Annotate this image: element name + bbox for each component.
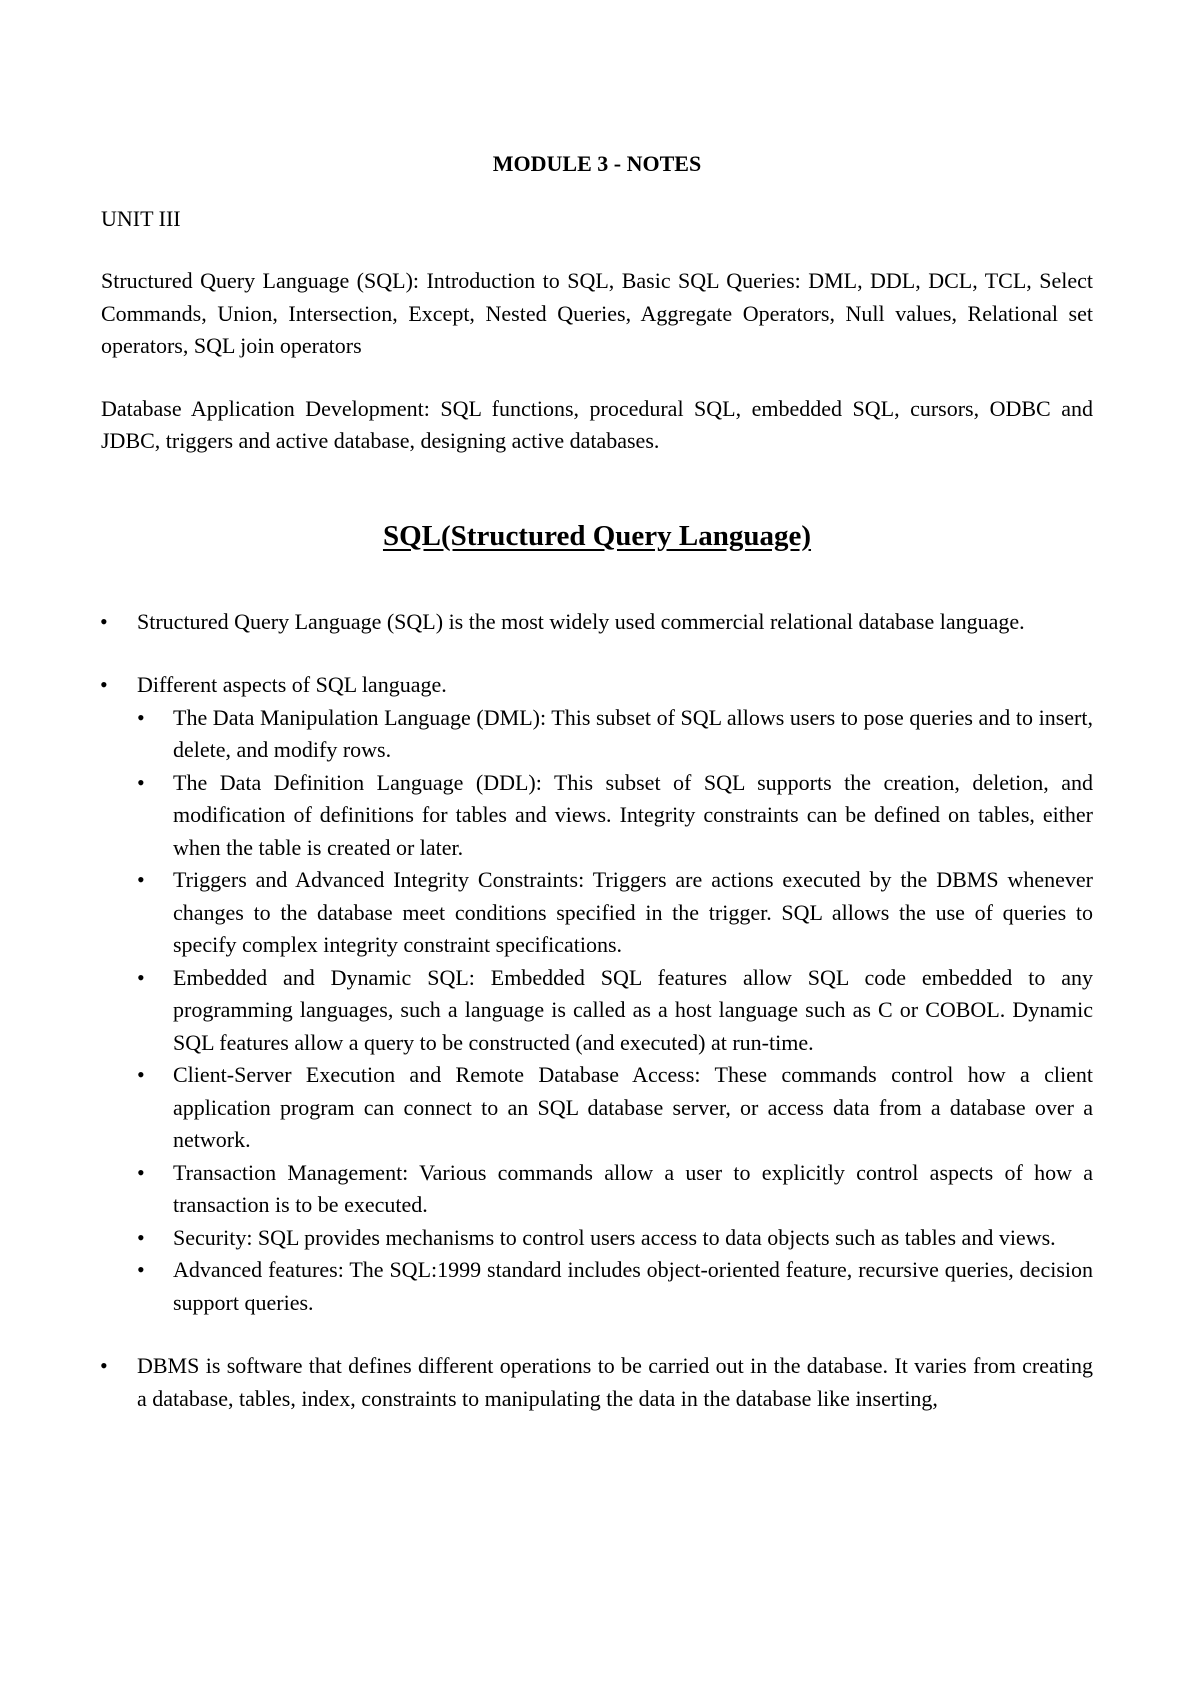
bullet-aspects-intro-text: Different aspects of SQL language.: [137, 672, 447, 697]
syllabus-sql-topics: Structured Query Language (SQL): Introduction to SQL, Basic SQL Queries: DML, DDL, DCL, TCL, Select Commands, Union, Intersection, Except, Nested Queries, Aggregate Operators, Null values, Relational set operators, SQL join operators: [101, 268, 1093, 358]
sub-bullet-advanced: • Advanced features: The SQL:1999 standard includes object-oriented feature, recursive queries, decision support queries.: [137, 1254, 1093, 1319]
bullet-sql-aspects: [101, 669, 1093, 1319]
sub-bullet-security: • Security: SQL provides mechanisms to control users access to data objects such as tables and views.: [137, 1222, 1093, 1255]
module-title: MODULE 3 - NOTES: [492, 151, 702, 176]
syllabus-app-dev-topics: Database Application Development: SQL functions, procedural SQL, embedded SQL, cursors, ODBC and JDBC, triggers and active database, designing active databases.: [101, 395, 1093, 453]
section-heading: SQL(Structured Query Language): [382, 519, 812, 552]
bullet-sql-intro: [101, 606, 1093, 639]
sub-bullet-transaction: • Transaction Management: Various commands allow a user to explicitly control aspects of how a transaction is to be executed.: [137, 1157, 1093, 1222]
sub-bullet-triggers: • Triggers and Advanced Integrity Constraints: Triggers are actions executed by the DBMS whenever changes to the database meet conditions specified in the trigger. SQL allows the use of queries to specify complex integrity constraint specifications.: [137, 864, 1093, 962]
sub-bullet-dml: • The Data Manipulation Language (DML): This subset of SQL allows users to pose queries and to insert, delete, and modify rows.: [137, 702, 1093, 767]
bullet-dbms-text: DBMS is software that defines different operations to be carried out in the database. It varies from creating a database, tables, index, constraints to manipulating the data in the database like inserting,: [137, 1353, 1093, 1411]
sub-bullet-ddl: • The Data Definition Language (DDL): This subset of SQL supports the creation, deletion, and modification of definitions for tables and views. Integrity constraints can be defined on tables, either when the table is created or later.: [137, 767, 1093, 865]
bullet-sql-intro-text: Structured Query Language (SQL) is the most widely used commercial relational database language.: [137, 608, 1025, 634]
sub-bullet-embedded-dynamic: • Embedded and Dynamic SQL: Embedded SQL features allow SQL code embedded to any programming languages, such a language is called as a host language such as C or COBOL. Dynamic SQL features allow a query to be constructed (and executed) at run-time.: [137, 962, 1093, 1060]
main-bullet-list: [101, 606, 1093, 1416]
sub-bullet-client-server: • Client-Server Execution and Remote Database Access: These commands control how a client application program can connect to an SQL database server, or access data from a database over a network.: [137, 1059, 1093, 1157]
bullet-dbms: [101, 1350, 1093, 1415]
unit-label: UNIT III: [101, 205, 181, 231]
aspects-sub-list: [137, 702, 1093, 1320]
